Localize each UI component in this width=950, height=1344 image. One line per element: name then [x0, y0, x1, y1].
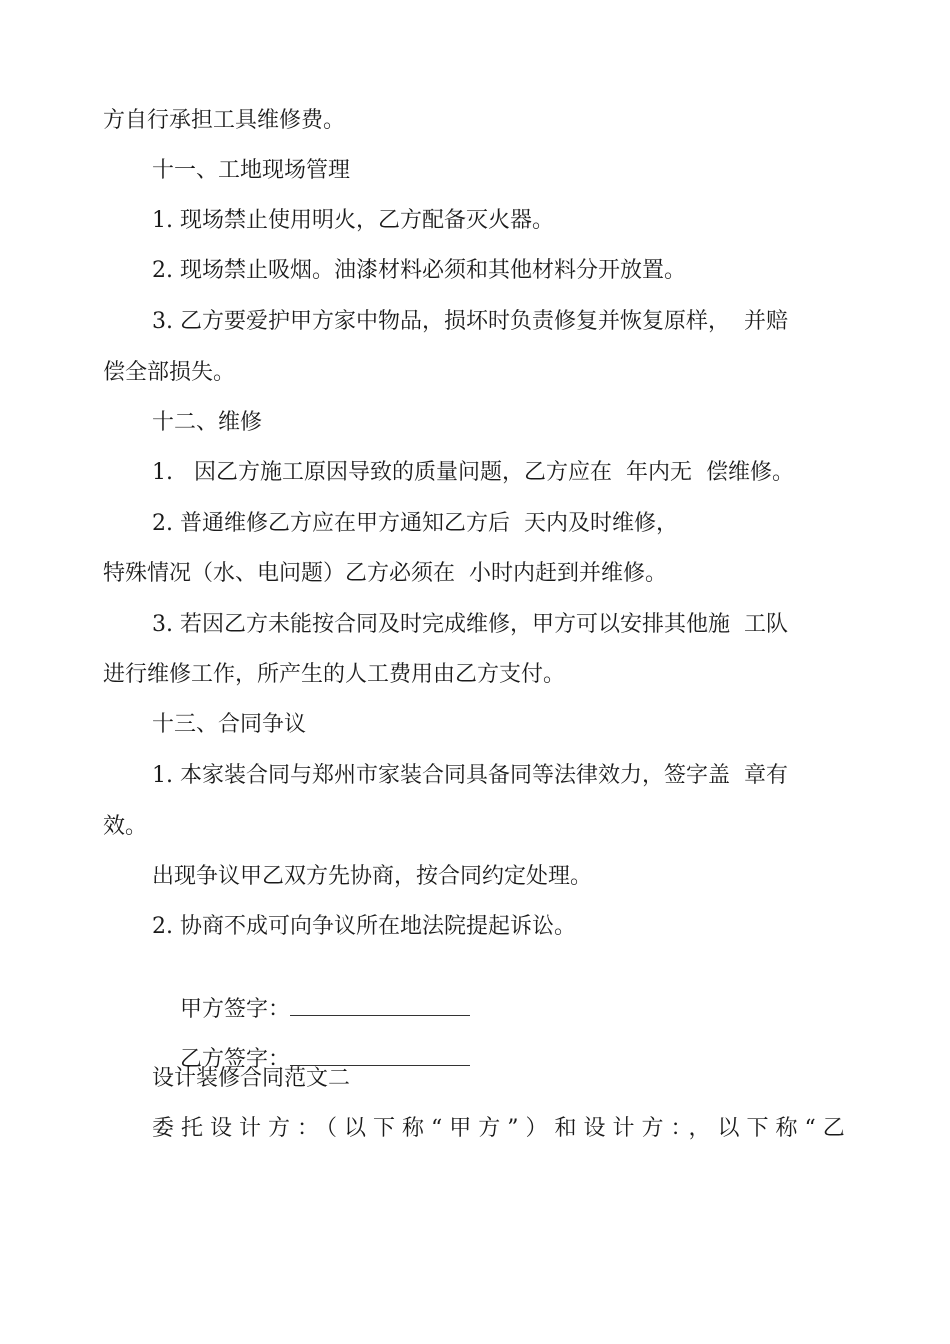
paragraph-line: 委托设计方：（以下称“甲方”）和设计方：，以下称“乙	[152, 1116, 852, 1141]
section-heading: 十三、合同争议	[152, 712, 307, 737]
section-heading: 十一、工地现场管理	[152, 158, 351, 183]
party-b-signature-blank[interactable]	[290, 1043, 470, 1066]
party-b-signature-label: 乙方签字：	[179, 1047, 290, 1072]
paragraph-line: 2. 协商不成可向争议所在地法院提起诉讼。	[152, 914, 576, 939]
paragraph-line: 特殊情况（水、电问题）乙方必须在 小时内赶到并维修。	[103, 561, 667, 586]
paragraph-line: 3. 乙方要爱护甲方家中物品，损坏时负责修复并恢复原样， 并赔	[152, 309, 788, 334]
party-a-signature-label: 甲方签字：	[179, 997, 290, 1022]
paragraph-line: 偿全部损失。	[103, 360, 236, 385]
paragraph-line: 1. 现场禁止使用明火，乙方配备灭火器。	[152, 208, 554, 233]
paragraph-line: 2. 现场禁止吸烟。油漆材料必须和其他材料分开放置。	[152, 258, 686, 283]
section-heading: 十二、维修	[152, 410, 263, 435]
paragraph-line: 出现争议甲乙双方先协商，按合同约定处理。	[152, 864, 593, 889]
paragraph-line: 方自行承担工具维修费。	[103, 108, 346, 133]
paragraph-line: 1. 本家装合同与郑州市家装合同具备同等法律效力，签字盖 章有	[152, 763, 788, 788]
paragraph-line: 2. 普通维修乙方应在甲方通知乙方后 天内及时维修，	[152, 511, 678, 536]
paragraph-line: 1. 因乙方施工原因导致的质量问题，乙方应在 年内无 偿维修。	[152, 460, 794, 485]
paragraph-line: 3. 若因乙方未能按合同及时完成维修，甲方可以安排其他施 工队	[152, 612, 788, 637]
second-template-title: 设计装修合同范文二	[152, 1066, 351, 1091]
paragraph-line: 效。	[103, 814, 148, 839]
paragraph-line: 进行维修工作，所产生的人工费用由乙方支付。	[103, 662, 566, 687]
